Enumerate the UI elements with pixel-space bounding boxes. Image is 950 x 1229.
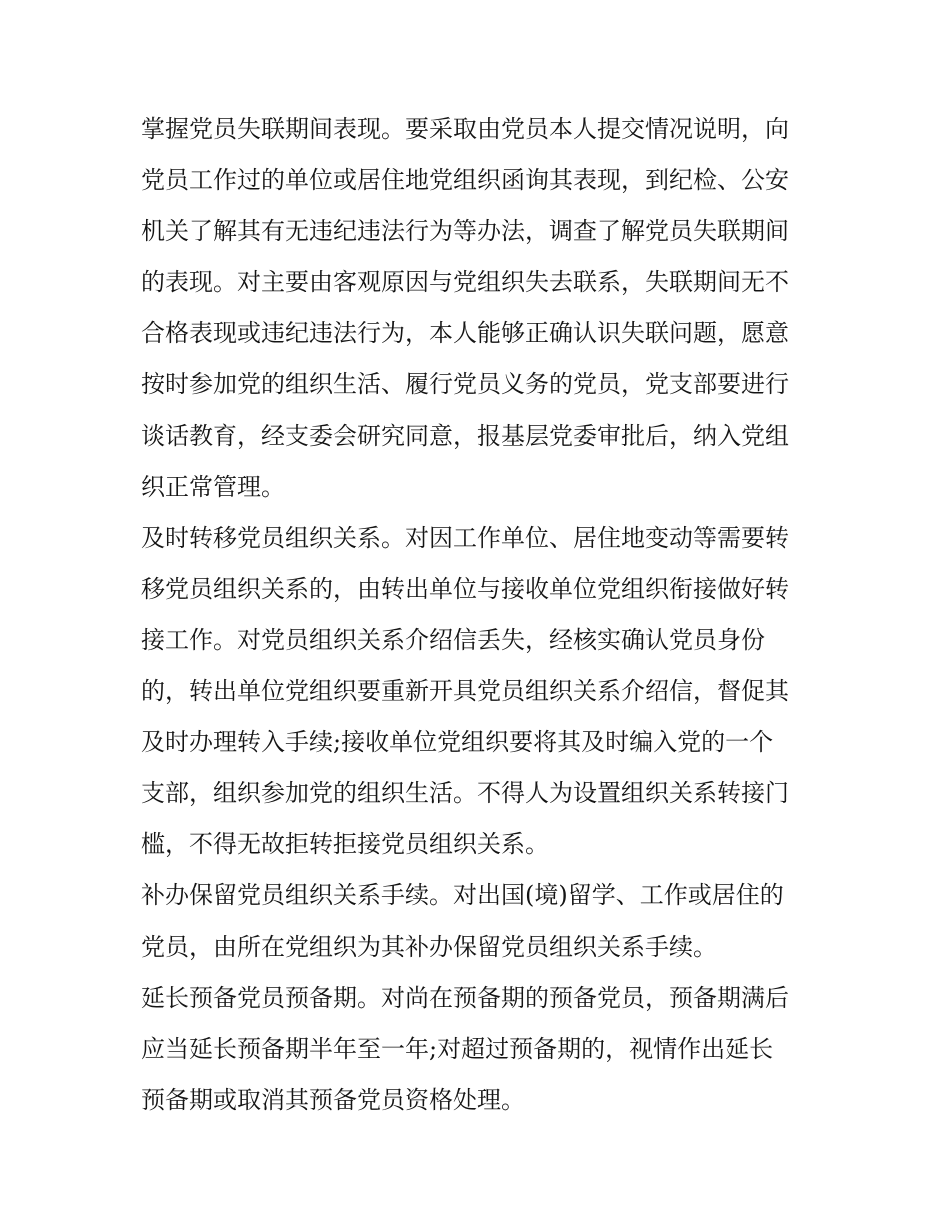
text-line: 及时转移党员组织关系。对因工作单位、居住地变动等需要转 bbox=[141, 523, 789, 552]
text-line: 的，转出单位党组织要重新开具党员组织关系介绍信，督促其 bbox=[141, 677, 789, 706]
text-line: 合格表现或违纪违法行为，本人能够正确认识失联问题，愿意 bbox=[141, 319, 789, 348]
text-line: 延长预备党员预备期。对尚在预备期的预备党员，预备期满后 bbox=[141, 983, 789, 1012]
text-line: 槛，不得无故拒转拒接党员组织关系。 bbox=[141, 830, 549, 859]
paragraph-lost-contact-performance bbox=[141, 104, 821, 513]
text-line: 移党员组织关系的，由转出单位与接收单位党组织衔接做好转 bbox=[141, 574, 789, 603]
paragraph-transfer-relations bbox=[141, 513, 821, 871]
paragraph-retain-relations bbox=[141, 870, 821, 972]
text-line: 按时参加党的组织生活、履行党员义务的党员，党支部要进行 bbox=[141, 370, 789, 399]
text-line: 支部，组织参加党的组织生活。不得人为设置组织关系转接门 bbox=[141, 779, 789, 808]
text-line: 织正常管理。 bbox=[141, 472, 285, 501]
document-body bbox=[141, 104, 821, 1126]
text-line: 党员，由所在党组织为其补办保留党员组织关系手续。 bbox=[141, 932, 717, 961]
paragraph-extend-probation bbox=[141, 973, 821, 1126]
text-line: 及时办理转入手续;接收单位党组织要将其及时编入党的一个 bbox=[141, 728, 774, 757]
text-line: 谈话教育，经支委会研究同意，报基层党委审批后，纳入党组 bbox=[141, 421, 789, 450]
text-line: 应当延长预备期半年至一年;对超过预备期的，视情作出延长 bbox=[141, 1034, 774, 1063]
text-line: 的表现。对主要由客观原因与党组织失去联系，失联期间无不 bbox=[141, 268, 789, 297]
text-line: 补办保留党员组织关系手续。对出国(境)留学、工作或居住的 bbox=[141, 881, 784, 910]
text-line: 预备期或取消其预备党员资格处理。 bbox=[141, 1085, 525, 1114]
text-line: 接工作。对党员组织关系介绍信丢失，经核实确认党员身份 bbox=[141, 625, 765, 654]
text-line: 党员工作过的单位或居住地党组织函询其表现，到纪检、公安 bbox=[141, 166, 789, 195]
text-line: 掌握党员失联期间表现。要采取由党员本人提交情况说明，向 bbox=[141, 115, 789, 143]
text-line: 机关了解其有无违纪违法行为等办法，调查了解党员失联期间 bbox=[141, 217, 789, 246]
